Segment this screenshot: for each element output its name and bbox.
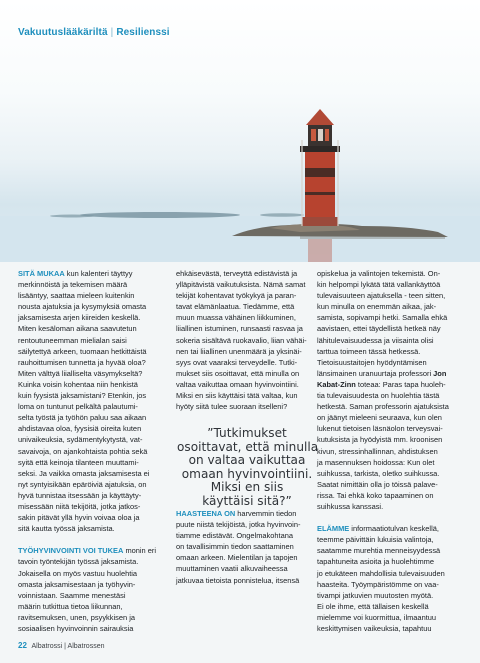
text-line — [18, 357, 152, 368]
line-text: harvemmin tiedon — [235, 509, 297, 518]
line-text: sakin pitävät yllä hyvin voivaa oloa ja — [18, 513, 140, 523]
line-text: jatkuvaa tietoista ponnistelua, itsensä — [176, 575, 300, 585]
pull-quote-line: Miksi en siis — [210, 480, 284, 494]
line-text: Ei ole ihme, että tällaisen keskellä — [317, 601, 429, 611]
line-text: valtaa vaikuttaa omaan hyvinvointiini. — [176, 379, 299, 389]
text-line — [18, 590, 152, 601]
line-text: Tietoisuustaitojen hyödyntämisen — [317, 357, 427, 367]
person-name: Kabat-Zinn — [317, 379, 356, 389]
text-line — [317, 379, 451, 390]
article-column-3 — [317, 268, 451, 634]
text-line — [317, 312, 451, 323]
line-text: suihkussa, tarkista, oletko suihkussa. — [317, 468, 440, 478]
text-line — [317, 346, 451, 357]
text-line — [18, 601, 152, 612]
text-line — [176, 368, 310, 379]
line-text: sosiaalisen hyvinvoinnin sairauksia — [18, 624, 134, 633]
text-line — [176, 268, 310, 279]
text-line — [317, 423, 451, 434]
line-text: tiamme edistävät. Ongelmakohtana — [176, 531, 293, 541]
text-line — [317, 523, 451, 534]
text-line — [176, 290, 310, 301]
text-line — [317, 368, 451, 379]
text-line — [18, 412, 152, 423]
line-text: määrin tutkittua tietoa liikunnan, — [18, 601, 123, 611]
text-line — [317, 335, 451, 346]
text-line — [18, 479, 152, 490]
text-line — [317, 479, 451, 490]
text-line — [18, 335, 152, 346]
line-text: Jokaisella on myös vastuu huolehtia — [18, 568, 138, 578]
text-line — [317, 323, 451, 334]
text-line — [176, 541, 310, 552]
line-text: länsimainen uranuurtaja professori — [317, 368, 432, 378]
hero-photo — [0, 0, 480, 262]
text-line — [18, 346, 152, 357]
line-text: teemme päivittäin lukuisia valintoja, — [317, 535, 434, 545]
line-text: toteaa: Paras tapa huoleh- — [355, 379, 446, 389]
line-text: mielemme voi kuormittua, ilmaantuu — [317, 612, 437, 622]
text-line — [317, 268, 451, 279]
distant-island-right — [260, 213, 304, 217]
line-text: samista, sopivampi hetki. Samalla ehkä — [317, 313, 448, 323]
line-text: opiskelua ja valintojen tekemistä. On- — [317, 269, 441, 278]
pull-quote-line: on valtaa vaikuttaa — [188, 453, 306, 467]
text-line — [176, 312, 310, 323]
line-text: syitä että keinoja tilanteen muuttami- — [18, 457, 139, 467]
line-text: hyvä tunnistaa itsessään ja käyttäyty- — [18, 490, 142, 500]
line-text: ylläpitävistä vaikutuksista. Nämä samat — [176, 280, 306, 290]
publication-name: Albatrossi | Albatrossen — [31, 643, 105, 650]
line-text: sitä kautta työssä jaksamista. — [18, 524, 115, 534]
text-line — [176, 563, 310, 574]
line-text: tulevaisuuteen ajatuksella - teen sitten, — [317, 291, 446, 301]
text-line — [317, 412, 451, 423]
person-name: Jon — [431, 368, 447, 378]
text-line — [176, 279, 310, 290]
text-line — [317, 301, 451, 312]
line-text: saatamme murehtia menneisyydessä — [317, 546, 441, 556]
line-text: kin helpompi lykätä tätä vallankäyttöä — [317, 280, 441, 290]
text-line — [176, 390, 310, 401]
text-line — [317, 468, 451, 479]
pull-quote-line: ”Tutkimukset — [207, 426, 287, 440]
text-line — [317, 556, 451, 567]
line-text: Miten välttyä liialliselta väsymykseltä? — [18, 368, 143, 378]
text-line — [317, 568, 451, 579]
line-text: tapahtuneita asioita ja huolehtimme — [317, 557, 435, 567]
line-text: omaan arkeen. Mielentilan ja tapojen — [176, 553, 298, 563]
text-line — [18, 423, 152, 434]
text-line — [18, 290, 152, 301]
line-text: tavat elämänlaatua. Tiedämme, että — [176, 302, 295, 312]
text-line — [18, 457, 152, 468]
line-text: selta työstä ja työhön paluu saa aikaan — [18, 413, 147, 423]
article-column-2 — [176, 268, 310, 412]
text-line — [176, 357, 310, 368]
text-line — [18, 623, 152, 634]
page-footer — [18, 641, 105, 650]
text-line — [317, 446, 451, 457]
line-text: misessään niitä tekijöitä, jotka jatkos- — [18, 501, 141, 511]
lighthouse-illustration — [0, 0, 480, 262]
text-line — [317, 590, 451, 601]
text-line — [317, 290, 451, 301]
line-text: kun kalenteri täyttyy — [64, 269, 133, 278]
text-line — [18, 612, 152, 623]
text-line — [317, 490, 451, 501]
text-line — [176, 401, 310, 412]
section-name: Vakuutuslääkäriltä — [18, 27, 108, 38]
text-line — [18, 279, 152, 290]
text-line — [317, 390, 451, 401]
text-line — [18, 579, 152, 590]
line-text: on tavallisimmin tiedon saattaminen — [176, 542, 294, 552]
text-line — [176, 346, 310, 357]
section-category: Resilienssi — [116, 27, 170, 38]
line-text: Kuinka voisin kohentaa niin henkistä — [18, 379, 138, 389]
line-text: säilytettyä arkeen, tuomaan hetkittäistä — [18, 346, 147, 356]
text-line — [18, 568, 152, 579]
text-line — [18, 268, 152, 279]
line-text: loma on tuntunut pelkältä palautumi- — [18, 402, 138, 412]
text-line — [18, 523, 152, 534]
text-line — [18, 545, 157, 556]
line-text: sokeria sisältävä ruokavalio, liian vähäi- — [176, 335, 307, 345]
line-text: kuin fyysistä jaksamistani? Etenkin, jos — [18, 391, 147, 401]
text-line — [18, 556, 152, 567]
line-text: Miten kesäloman aikana saavutetun — [18, 324, 137, 334]
section-header — [18, 27, 170, 38]
line-text: tavoin työntekijän työssä jaksamista. — [18, 557, 139, 567]
line-text: nousta ajatuksia ja kysymyksiä omasta — [18, 302, 147, 312]
text-line — [18, 401, 152, 412]
text-line — [176, 301, 310, 312]
text-line — [18, 301, 152, 312]
line-text: savaivoja, on ajankohtaista pohtia sekä — [18, 446, 148, 456]
line-text: lähitulevaisuudessa ja viisainta olisi — [317, 335, 434, 345]
article-column-1 — [18, 268, 157, 634]
paragraph-lead: HAASTEENA ON — [176, 509, 236, 518]
line-text: merkinnöistä ja tekemisen määrä — [18, 280, 128, 290]
line-text: seksi. Ja vaikka omasta jaksamisesta ei — [18, 468, 150, 478]
text-line — [317, 434, 451, 445]
line-text: tivampi jatkuvien muutosten myötä. — [317, 590, 434, 600]
line-text: univaikeuksia, sydämentykytystä, vat- — [18, 435, 143, 445]
section-separator: | — [110, 27, 114, 38]
line-text: kivun, stressinhallinnan, ahdistuksen — [317, 446, 438, 456]
line-text: muun muassa vähäinen liikkuminen, — [176, 313, 296, 323]
line-text: rissa. Tai ehkä koko tapaaminen on — [317, 490, 434, 500]
text-line — [176, 323, 310, 334]
text-line — [317, 357, 451, 368]
line-text: Saatat nimittäin olla jo töissä palave- — [317, 479, 438, 489]
text-line — [18, 434, 152, 445]
text-line — [176, 379, 310, 390]
line-text: lisääntyy, saattaa mieleen kuitenkin — [18, 291, 135, 301]
text-line — [317, 612, 451, 623]
line-text: rauhoittumisen tunnetta ja hyvää oloa? — [18, 357, 146, 367]
line-text: hetkestä. Saman professorin ajatuksista — [317, 402, 449, 412]
line-text: ja masennuksen hoidossa: Kun olet — [317, 457, 435, 467]
line-text: tia tulevaisuudesta on huolehtia tästä — [317, 391, 440, 401]
paragraph-lead: TYÖHYVINVOINTI VOI TUKEA — [18, 546, 124, 556]
line-text: tarttua toimeen tässä hetkessä. — [317, 346, 421, 356]
line-text: hyöty siitä tulee suoraan itselleni? — [176, 402, 288, 412]
text-line — [18, 379, 152, 390]
line-text: haasteita. Työympäristömme on vaa- — [317, 579, 439, 589]
text-line — [18, 512, 152, 523]
line-text: aavistaen, ettei täydellistä hetkeä näy — [317, 324, 441, 334]
text-line — [18, 534, 152, 545]
line-text: puute niistä tekijöistä, jotka hyvinvoin- — [176, 520, 301, 530]
line-text: jo etukäteen mahdollisia tulevaisuuden — [317, 568, 445, 578]
line-text: muuttaminen vaatii alkuvaiheessa — [176, 564, 288, 574]
text-line — [317, 401, 451, 412]
line-text: syys ovat vaaraksi terveydelle. Tutki- — [176, 357, 298, 367]
page-number: 22 — [18, 641, 27, 650]
paragraph-lead: ELÄMME — [317, 524, 350, 534]
line-text: tekijät kohentavat työkykyä ja paran- — [176, 291, 297, 301]
text-line — [317, 545, 451, 556]
line-text: mukset siis osoittavat, että minulla on — [176, 368, 300, 378]
text-line — [176, 552, 310, 563]
line-text: nen tai liiallinen unenmäärä ja yksinäi- — [176, 346, 302, 356]
text-line — [176, 519, 310, 530]
distant-island — [80, 212, 240, 218]
pull-quote-line: osoittavat, että minulla — [177, 439, 319, 454]
text-line — [317, 623, 451, 634]
text-line — [18, 368, 152, 379]
line-text: ravitsemuksen, unen, psyykkisen ja — [18, 612, 135, 622]
line-text: monin eri — [123, 546, 157, 556]
line-text: omasta jaksamisestaan ja työhyvin- — [18, 579, 136, 589]
pull-quote-line: omaan hyvinvointiini. — [181, 466, 313, 481]
text-line — [317, 579, 451, 590]
line-text: kun minulla on enemmän aikaa, jak- — [317, 302, 437, 312]
text-line — [18, 490, 152, 501]
text-line — [317, 512, 451, 523]
pull-quote — [177, 427, 317, 508]
text-line — [18, 468, 152, 479]
line-text: voinnistaan. Saamme menestäsi — [18, 590, 126, 600]
text-line — [18, 323, 152, 334]
line-text: ehkäisevästä, terveyttä edistävistä ja — [176, 269, 298, 278]
line-text: lukenut tietoisen läsnäolon terveysvai- — [317, 424, 443, 434]
text-line — [317, 601, 451, 612]
text-line — [18, 446, 152, 457]
text-line — [317, 279, 451, 290]
line-text: liiallinen istuminen, runsaasti rasvaa ja — [176, 324, 303, 334]
line-text: suihkussa kanssasi. — [317, 501, 384, 511]
line-text: keskittymisen vaikeuksia, tapahtuu — [317, 624, 432, 633]
distant-island-small — [50, 215, 94, 218]
line-text: nyt syntyisikään epäröiviä ajatuksia, on — [18, 479, 147, 489]
text-line — [317, 501, 451, 512]
text-line — [317, 457, 451, 468]
text-line — [18, 312, 152, 323]
text-line — [18, 390, 152, 401]
line-text: rentoutuneemman mielialan saisi — [18, 335, 127, 345]
text-line — [176, 530, 310, 541]
text-line — [317, 534, 451, 545]
text-line — [176, 575, 310, 586]
paragraph-lead: SITÄ MUKAA — [18, 269, 65, 278]
line-text: ahdistavaa oloa, fyysisiä oireita kuten — [18, 424, 142, 434]
line-text: Miksi en siis käyttäisi tätä valtaa, kun — [176, 391, 298, 401]
line-text: jaksamisesta arjen kiireiden keskellä. — [18, 313, 141, 323]
text-line — [18, 501, 152, 512]
article-column-2-continued — [176, 508, 310, 586]
line-text: informaatiotulvan keskellä, — [349, 524, 439, 534]
line-text: on jäänyt mieleeni seuraava, kun olen — [317, 413, 442, 423]
pull-quote-line: käyttäisi sitä?” — [202, 493, 292, 508]
line-text: kutuksista ja hyödyistä mm. kroonisen — [317, 435, 443, 445]
text-line — [176, 335, 310, 346]
text-line — [176, 508, 310, 519]
lighthouse — [300, 109, 340, 226]
